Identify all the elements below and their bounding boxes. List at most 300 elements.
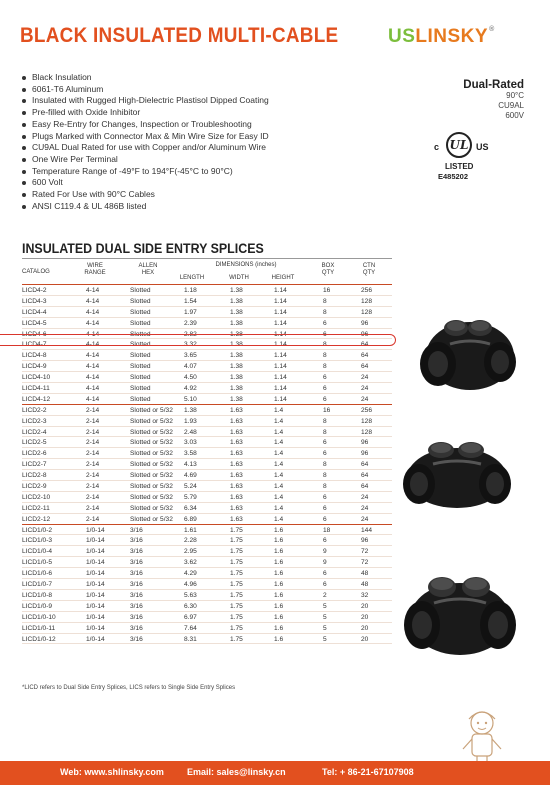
logo-us-text: US (388, 26, 416, 47)
table-row (22, 437, 392, 448)
cell-allen-hex: Slotted or 5/32 (130, 493, 173, 501)
cell-width: 1.75 (230, 548, 243, 556)
cell-width: 1.63 (230, 406, 243, 414)
cell-wire-range: 2-14 (86, 504, 100, 512)
cell-box-qty: 6 (323, 330, 327, 338)
header-box-qty (317, 263, 339, 277)
cell-wire-range: 1/0-14 (86, 613, 105, 621)
table-row (22, 427, 392, 438)
cell-ctn-qty: 64 (361, 472, 369, 480)
cell-catalog: LICD2-6 (22, 450, 47, 458)
cell-ctn-qty: 128 (361, 308, 373, 316)
cell-allen-hex: Slotted (130, 330, 151, 338)
cell-allen-hex: Slotted (130, 395, 151, 403)
footer-email: Email: sales@linsky.cn (187, 767, 286, 777)
header-ctn-qty-line1: CTN (362, 263, 376, 269)
cell-length: 2.28 (184, 537, 197, 545)
table-row (22, 612, 392, 623)
cell-box-qty: 8 (323, 472, 327, 480)
cell-box-qty: 6 (323, 439, 327, 447)
cell-allen-hex: 3/16 (130, 591, 143, 599)
footnote: *LICD refers to Dual Side Entry Splices, LICS refers to Single Side Entry Splices (22, 685, 236, 691)
cell-box-qty: 16 (323, 287, 331, 294)
cell-box-qty: 8 (323, 483, 327, 491)
cell-catalog: LICD4-4 (22, 308, 47, 316)
cell-height: 1.6 (274, 591, 284, 599)
cell-box-qty: 8 (323, 297, 327, 305)
brand-logo (388, 26, 495, 48)
table-row (22, 546, 392, 557)
feature-list (22, 72, 269, 212)
cell-length: 6.89 (184, 515, 197, 523)
table-row (22, 492, 392, 503)
registered-mark: ® (489, 26, 495, 33)
cell-length: 3.03 (184, 439, 197, 447)
cell-height: 1.14 (274, 385, 287, 393)
cell-catalog: LICD2-10 (22, 493, 51, 501)
ul-c-text: c (434, 142, 440, 152)
cell-box-qty: 9 (323, 548, 327, 556)
cell-ctn-qty: 128 (361, 297, 373, 305)
cell-length: 1.93 (184, 417, 197, 425)
cell-allen-hex: 3/16 (130, 613, 143, 621)
cell-catalog: LICD4-8 (22, 352, 47, 360)
highlighted-row-outline (0, 334, 396, 346)
cell-length: 4.50 (184, 374, 197, 382)
table-row (22, 623, 392, 634)
cell-height: 1.4 (274, 472, 284, 480)
cell-catalog: LICD2-8 (22, 472, 47, 480)
cell-catalog: LICD2-9 (22, 483, 47, 491)
cell-height: 1.4 (274, 428, 284, 436)
cell-catalog: LICD4-7 (22, 341, 47, 349)
header-allen-hex-line2: HEX (141, 270, 155, 276)
cell-catalog: LICD1/0-8 (22, 591, 53, 599)
cell-width: 1.75 (230, 635, 243, 643)
cell-ctn-qty: 24 (361, 493, 369, 501)
cell-width: 1.63 (230, 472, 243, 480)
mascot-icon (455, 705, 510, 763)
cell-ctn-qty: 20 (361, 624, 369, 632)
table-row (22, 579, 392, 590)
header-catalog: CATALOG (22, 269, 50, 275)
cell-height: 1.4 (274, 450, 284, 458)
cell-width: 1.75 (230, 591, 243, 599)
cell-catalog: LICD4-11 (22, 385, 50, 393)
cell-ctn-qty: 64 (361, 363, 369, 371)
cell-box-qty: 6 (323, 385, 327, 393)
cell-length: 1.38 (184, 406, 197, 414)
cell-box-qty: 2 (323, 591, 327, 599)
cell-ctn-qty: 96 (361, 319, 369, 327)
cell-box-qty: 16 (323, 406, 331, 414)
cell-ctn-qty: 96 (361, 450, 369, 458)
cell-catalog: LICD2-7 (22, 461, 47, 469)
cell-length: 4.29 (184, 570, 197, 578)
cell-box-qty: 8 (323, 461, 327, 469)
cell-wire-range: 1/0-14 (86, 537, 105, 545)
cell-ctn-qty: 256 (361, 406, 373, 414)
cell-box-qty: 6 (323, 570, 327, 578)
rating-temp: 90°C (506, 91, 524, 100)
cell-height: 1.14 (274, 341, 287, 349)
cell-length: 1.97 (184, 308, 197, 316)
header-allen-hex (128, 263, 168, 277)
cell-height: 1.14 (274, 374, 287, 382)
cell-box-qty: 8 (323, 428, 327, 436)
table-row (22, 525, 392, 536)
logo-linsky-text: LINSKY (415, 26, 489, 47)
cell-catalog: LICD2-4 (22, 428, 47, 436)
cell-height: 1.6 (274, 581, 284, 589)
cell-ctn-qty: 48 (361, 570, 369, 578)
cell-length: 2.48 (184, 428, 197, 436)
cell-length: 4.13 (184, 461, 197, 469)
cell-ctn-qty: 24 (361, 385, 369, 393)
cell-catalog: LICD4-6 (22, 330, 47, 338)
cell-ctn-qty: 96 (361, 537, 369, 545)
cell-length: 4.96 (184, 581, 197, 589)
cell-length: 2.95 (184, 548, 197, 556)
cell-catalog: LICD4-10 (22, 374, 51, 382)
table-row (22, 394, 392, 405)
cell-width: 1.38 (230, 341, 243, 349)
table-row (22, 557, 392, 568)
cell-ctn-qty: 96 (361, 439, 369, 447)
cell-length: 5.63 (184, 591, 197, 599)
cell-catalog: LICD1/0-9 (22, 602, 53, 610)
cell-length: 3.32 (184, 341, 197, 349)
feature-item: Plugs Marked with Connector Max & Min Wire Size for Easy ID (22, 131, 269, 143)
feature-item: Insulated with Rugged High-Dielectric Plastisol Dipped Coating (22, 95, 269, 107)
header-length: LENGTH (179, 275, 205, 281)
ul-us-text: US (476, 142, 489, 152)
cell-allen-hex: Slotted or 5/32 (130, 515, 173, 523)
cell-length: 4.92 (184, 385, 197, 393)
cell-ctn-qty: 24 (361, 504, 369, 512)
rating-material: CU9AL (498, 101, 524, 110)
cell-length: 6.34 (184, 504, 197, 512)
cell-allen-hex: Slotted or 5/32 (130, 428, 173, 436)
cell-allen-hex: Slotted (130, 352, 151, 360)
cell-allen-hex: Slotted (130, 385, 151, 393)
cell-allen-hex: Slotted (130, 308, 151, 316)
cell-allen-hex: Slotted or 5/32 (130, 461, 173, 469)
cell-catalog: LICD1/0-3 (22, 537, 53, 545)
feature-item: Easy Re-Entry for Changes, Inspection or Troubleshooting (22, 119, 269, 131)
cell-length: 1.18 (184, 287, 197, 294)
cell-catalog: LICD1/0-11 (22, 624, 56, 632)
feature-item: 600 Volt (22, 177, 269, 189)
table-row (22, 361, 392, 372)
cell-wire-range: 4-14 (86, 330, 100, 338)
cell-catalog: LICD2-11 (22, 504, 50, 512)
cell-wire-range: 1/0-14 (86, 548, 105, 556)
table-row (22, 383, 392, 394)
cell-allen-hex: 3/16 (130, 635, 143, 643)
cell-length: 3.65 (184, 352, 197, 360)
cell-width: 1.75 (230, 624, 243, 632)
feature-item: ANSI C119.4 & UL 486B listed (22, 201, 269, 213)
cell-box-qty: 6 (323, 395, 327, 403)
cell-catalog: LICD4-9 (22, 363, 47, 371)
cell-length: 1.54 (184, 297, 197, 305)
cell-ctn-qty: 72 (361, 548, 369, 556)
cell-box-qty: 6 (323, 319, 327, 327)
cell-wire-range: 2-14 (86, 450, 100, 458)
cell-height: 1.6 (274, 526, 284, 534)
cell-box-qty: 5 (323, 624, 327, 632)
feature-item: One Wire Per Terminal (22, 154, 269, 166)
cell-wire-range: 1/0-14 (86, 581, 105, 589)
cell-width: 1.38 (230, 319, 243, 327)
cell-width: 1.63 (230, 483, 243, 491)
cell-height: 1.6 (274, 537, 284, 545)
cell-width: 1.38 (230, 287, 243, 294)
cell-height: 1.4 (274, 461, 284, 469)
table-row (22, 634, 392, 645)
cell-catalog: LICD4-12 (22, 395, 51, 403)
table-row (22, 470, 392, 481)
cell-allen-hex: 3/16 (130, 624, 143, 632)
cell-wire-range: 1/0-14 (86, 591, 105, 599)
cell-wire-range: 4-14 (86, 341, 100, 349)
cell-catalog: LICD1/0-2 (22, 526, 53, 534)
cell-allen-hex: Slotted (130, 287, 151, 294)
cell-width: 1.63 (230, 428, 243, 436)
cell-width: 1.38 (230, 374, 243, 382)
cell-box-qty: 6 (323, 450, 327, 458)
cell-wire-range: 4-14 (86, 319, 100, 327)
cell-allen-hex: Slotted (130, 374, 151, 382)
cell-height: 1.4 (274, 515, 284, 523)
cell-ctn-qty: 256 (361, 287, 373, 294)
cell-length: 6.97 (184, 613, 197, 621)
header-wire-range-line1: WIRE (87, 263, 103, 269)
cell-length: 3.58 (184, 450, 197, 458)
cell-ctn-qty: 64 (361, 352, 369, 360)
cell-height: 1.6 (274, 602, 284, 610)
cell-box-qty: 9 (323, 559, 327, 567)
cell-allen-hex: 3/16 (130, 526, 143, 534)
cell-wire-range: 2-14 (86, 406, 100, 414)
table-row (22, 601, 392, 612)
cell-width: 1.75 (230, 581, 243, 589)
cell-width: 1.38 (230, 385, 243, 393)
table-row (22, 448, 392, 459)
cell-allen-hex: 3/16 (130, 548, 143, 556)
cell-wire-range: 2-14 (86, 417, 100, 425)
table-row (22, 514, 392, 525)
cell-allen-hex: Slotted (130, 341, 151, 349)
cell-box-qty: 6 (323, 537, 327, 545)
cell-wire-range: 2-14 (86, 461, 100, 469)
cell-height: 1.6 (274, 635, 284, 643)
table-header (22, 258, 392, 285)
cell-wire-range: 2-14 (86, 428, 100, 436)
product-image-1-0awg (398, 565, 523, 665)
feature-item: Black Insulation (22, 72, 269, 84)
cell-box-qty: 5 (323, 613, 327, 621)
cell-length: 6.30 (184, 602, 197, 610)
cell-width: 1.63 (230, 515, 243, 523)
rating-voltage: 600V (505, 111, 524, 120)
cell-length: 7.64 (184, 624, 197, 632)
cell-catalog: LICD1/0-6 (22, 570, 53, 578)
cell-wire-range: 1/0-14 (86, 602, 105, 610)
cell-allen-hex: Slotted or 5/32 (130, 406, 173, 414)
cell-allen-hex: Slotted or 5/32 (130, 417, 173, 425)
cell-wire-range: 1/0-14 (86, 526, 105, 534)
cell-ctn-qty: 128 (361, 417, 373, 425)
cell-catalog: LICD1/0-4 (22, 548, 53, 556)
header-wire-range (77, 263, 113, 277)
cell-length: 1.61 (184, 526, 197, 534)
cell-wire-range: 2-14 (86, 472, 100, 480)
cell-width: 1.75 (230, 570, 243, 578)
cell-allen-hex: 3/16 (130, 602, 143, 610)
cell-wire-range: 4-14 (86, 363, 100, 371)
cell-catalog: LICD2-3 (22, 417, 47, 425)
cell-height: 1.14 (274, 395, 287, 403)
cell-height: 1.6 (274, 624, 284, 632)
table-row (22, 285, 392, 296)
cell-ctn-qty: 96 (361, 330, 369, 338)
cell-box-qty: 6 (323, 581, 327, 589)
cell-wire-range: 4-14 (86, 297, 100, 305)
feature-item: CU9AL Dual Rated for use with Copper and/or Aluminum Wire (22, 142, 269, 154)
cell-width: 1.38 (230, 352, 243, 360)
header-dimensions: DIMENSIONS (inches) (215, 262, 277, 268)
header-height: HEIGHT (271, 275, 295, 281)
cell-width: 1.63 (230, 504, 243, 512)
cell-height: 1.14 (274, 330, 287, 338)
cell-allen-hex: Slotted or 5/32 (130, 483, 173, 491)
cell-height: 1.4 (274, 417, 284, 425)
cell-catalog: LICD1/0-7 (22, 581, 53, 589)
cell-length: 5.79 (184, 493, 197, 501)
cell-allen-hex: 3/16 (130, 581, 143, 589)
header-width: WIDTH (229, 275, 249, 281)
table-row (22, 503, 392, 514)
table-row (22, 590, 392, 601)
cell-allen-hex: Slotted (130, 319, 151, 327)
cell-box-qty: 5 (323, 602, 327, 610)
cell-length: 4.69 (184, 472, 197, 480)
cell-ctn-qty: 20 (361, 613, 369, 621)
cell-allen-hex: Slotted or 5/32 (130, 504, 173, 512)
cell-wire-range: 4-14 (86, 287, 100, 294)
cell-allen-hex: Slotted (130, 363, 151, 371)
cell-height: 1.4 (274, 483, 284, 491)
cell-box-qty: 8 (323, 363, 327, 371)
header-ctn-qty (358, 263, 380, 277)
cell-catalog: LICD4-3 (22, 297, 47, 305)
table-row (22, 405, 392, 416)
cell-width: 1.75 (230, 537, 243, 545)
cell-width: 1.38 (230, 395, 243, 403)
cell-ctn-qty: 20 (361, 635, 369, 643)
cell-length: 5.24 (184, 483, 197, 491)
cell-width: 1.75 (230, 602, 243, 610)
cell-height: 1.14 (274, 319, 287, 327)
cell-length: 8.31 (184, 635, 197, 643)
cell-box-qty: 6 (323, 515, 327, 523)
product-image-4awg (410, 308, 520, 398)
cell-catalog: LICD2-12 (22, 515, 51, 523)
cell-ctn-qty: 128 (361, 428, 373, 436)
table-row (22, 307, 392, 318)
cell-wire-range: 1/0-14 (86, 559, 105, 567)
cell-width: 1.63 (230, 450, 243, 458)
cell-width: 1.63 (230, 439, 243, 447)
cell-height: 1.4 (274, 406, 284, 414)
cell-allen-hex: Slotted or 5/32 (130, 439, 173, 447)
cell-height: 1.14 (274, 352, 287, 360)
cell-height: 1.14 (274, 297, 287, 305)
cell-ctn-qty: 24 (361, 374, 369, 382)
cell-box-qty: 6 (323, 374, 327, 382)
cell-wire-range: 4-14 (86, 352, 100, 360)
header-ctn-qty-line2: QTY (362, 270, 376, 276)
cell-wire-range: 1/0-14 (86, 635, 105, 643)
footer-tel: Tel: + 86-21-67107908 (322, 767, 414, 777)
cell-height: 1.14 (274, 308, 287, 316)
cell-length: 3.62 (184, 559, 197, 567)
ul-text: UL (449, 138, 469, 152)
cell-wire-range: 2-14 (86, 483, 100, 491)
cell-width: 1.38 (230, 363, 243, 371)
cell-height: 1.6 (274, 559, 284, 567)
cell-ctn-qty: 24 (361, 395, 369, 403)
cell-width: 1.75 (230, 613, 243, 621)
ul-file-number: E485202 (438, 172, 469, 181)
cell-ctn-qty: 20 (361, 602, 369, 610)
cell-allen-hex: Slotted or 5/32 (130, 472, 173, 480)
cell-box-qty: 8 (323, 341, 327, 349)
cell-wire-range: 4-14 (86, 374, 100, 382)
section-title: INSULATED DUAL SIDE ENTRY SPLICES (22, 241, 264, 256)
cell-catalog: LICD2-5 (22, 439, 47, 447)
cell-box-qty: 6 (323, 493, 327, 501)
cell-catalog: LICD2-2 (22, 406, 47, 414)
cell-catalog: LICD1/0-10 (22, 613, 56, 621)
page-title: BLACK INSULATED MULTI-CABLE (20, 24, 339, 47)
cell-wire-range: 4-14 (86, 395, 100, 403)
cell-width: 1.63 (230, 461, 243, 469)
cell-ctn-qty: 64 (361, 341, 369, 349)
cell-height: 1.6 (274, 570, 284, 578)
cell-wire-range: 2-14 (86, 439, 100, 447)
cell-width: 1.75 (230, 559, 243, 567)
cell-height: 1.4 (274, 504, 284, 512)
header-box-qty-line2: QTY (321, 270, 335, 276)
cell-box-qty: 18 (323, 526, 331, 534)
cell-width: 1.75 (230, 526, 243, 534)
cell-length: 4.07 (184, 363, 197, 371)
cell-width: 1.38 (230, 297, 243, 305)
cell-box-qty: 8 (323, 308, 327, 316)
cell-allen-hex: 3/16 (130, 570, 143, 578)
cell-height: 1.14 (274, 363, 287, 371)
cell-length: 2.82 (184, 330, 197, 338)
cell-height: 1.6 (274, 613, 284, 621)
cell-width: 1.38 (230, 308, 243, 316)
product-image-2awg (395, 432, 520, 517)
cell-allen-hex: Slotted (130, 297, 151, 305)
cell-wire-range: 4-14 (86, 385, 100, 393)
rating-block (463, 79, 524, 121)
